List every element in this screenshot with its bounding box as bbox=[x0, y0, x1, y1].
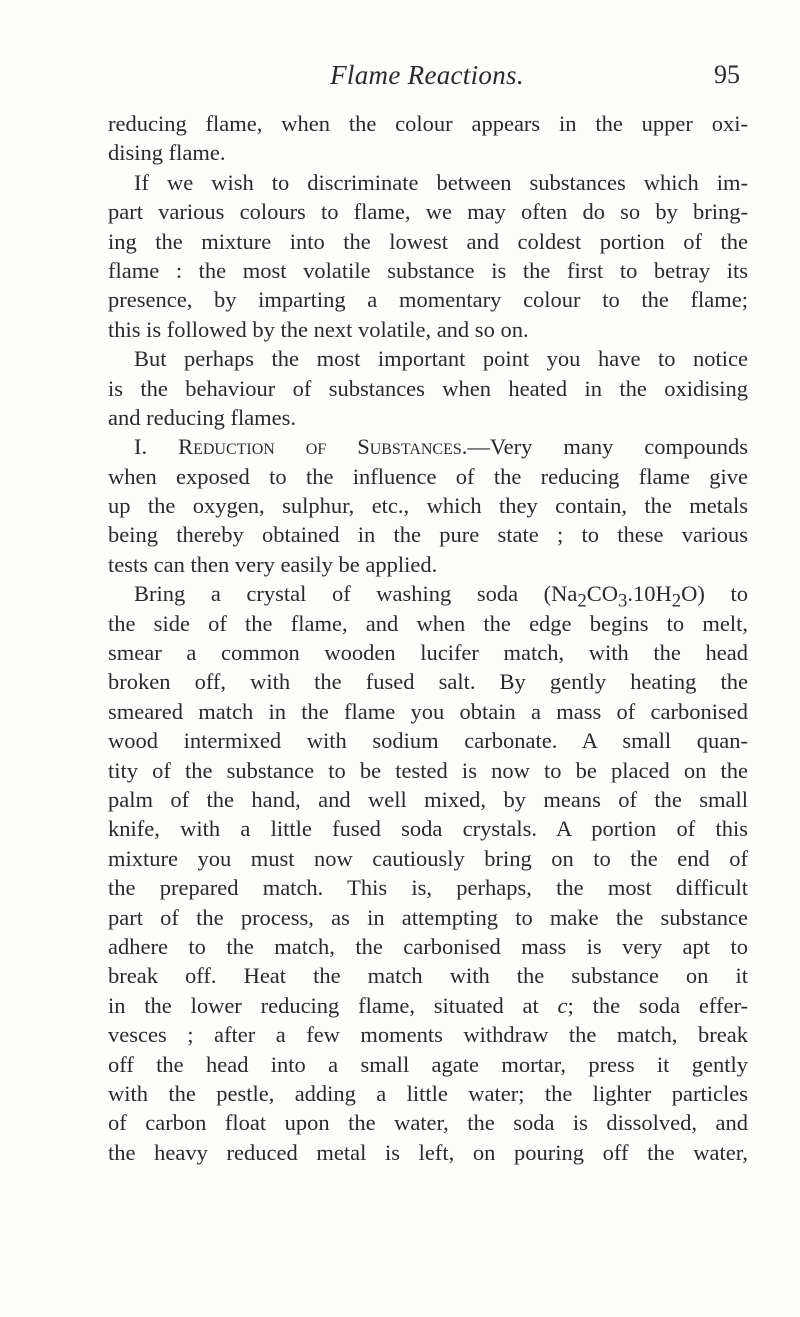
text-line: But perhaps the most important point you have to notice bbox=[134, 346, 748, 372]
text-line: vesces ; after a few moments withdraw the match, break bbox=[108, 1022, 748, 1048]
formula-line: Bring a crystal of washing soda $(Na_2CO_3.10H_2O)$ to bbox=[134, 581, 748, 612]
text-line: dising flame. bbox=[108, 140, 226, 166]
running-head bbox=[106, 60, 748, 96]
text-line: ing the mixture into the lowest and coldest portion of the bbox=[108, 228, 748, 254]
section-heading-line: I. Reduction of Substances.—Very many compounds bbox=[134, 434, 749, 460]
text-line: smeared match in the flame you obtain a mass of carbonised bbox=[108, 698, 748, 724]
text-line: is the behaviour of substances when heated in the oxidising bbox=[108, 375, 748, 401]
text-line: of carbon float upon the water, the soda is dissolved, and bbox=[108, 1110, 748, 1136]
text-line: flame : the most volatile substance is the first to betray its bbox=[108, 257, 748, 283]
text-line: reducing flame, when the colour appears in the upper oxi- bbox=[108, 111, 748, 136]
text-line: presence, by imparting a momentary colour to the flame; bbox=[108, 287, 748, 313]
text-line: the heavy reduced metal is left, on pouring off the water, bbox=[108, 1139, 748, 1165]
text-line: palm of the hand, and well mixed, by means of the small bbox=[108, 786, 748, 812]
section-number: I. bbox=[134, 434, 148, 460]
running-title: Flame Reactions. bbox=[330, 60, 524, 90]
text-line: broken off, with the fused salt. By gently heating the bbox=[108, 669, 748, 695]
text-line: part various colours to flame, we may often do so by bring- bbox=[108, 199, 748, 225]
body-text bbox=[108, 109, 748, 1167]
text-line: knife, with a little fused soda crystals. A portion of this bbox=[108, 816, 748, 842]
text-line: up the oxygen, sulphur, etc., which they contain, the metals bbox=[108, 493, 748, 519]
text-line: the prepared match. This is, perhaps, the most difficult bbox=[108, 875, 748, 901]
text-line: adhere to the match, the carbonised mass is very apt to bbox=[108, 933, 748, 959]
text-line: tests can then very easily be applied. bbox=[108, 551, 438, 577]
text-line: being thereby obtained in the pure state ; to these various bbox=[108, 522, 748, 548]
text-line: when exposed to the influence of the reducing flame give bbox=[108, 463, 748, 489]
page-number: 95 bbox=[714, 60, 740, 89]
text-line: mixture you must now cautiously bring on to the end of bbox=[108, 845, 748, 871]
text-line: If we wish to discriminate between substances which im- bbox=[134, 169, 748, 195]
text-line: off the head into a small agate mortar, press it gently bbox=[108, 1051, 748, 1077]
text-line: wood intermixed with sodium carbonate. A small quan- bbox=[108, 728, 748, 754]
text-line: part of the process, as in attempting to make the substance bbox=[108, 904, 748, 930]
text-line: and reducing flames. bbox=[108, 404, 297, 430]
text-line: with the pestle, adding a little water; the lighter particles bbox=[108, 1080, 748, 1106]
text-line: tity of the substance to be tested is now to be placed on the bbox=[108, 757, 748, 783]
text-line: smear a common wooden lucifer match, with the head bbox=[108, 640, 748, 666]
text-line: this is followed by the next volatile, and so on. bbox=[108, 316, 529, 342]
text-line: in the lower reducing flame, situated at c; the soda effer- bbox=[108, 992, 748, 1018]
text-line: break off. Heat the match with the substance on it bbox=[108, 963, 748, 989]
section-title: Reduction of Substances. bbox=[178, 434, 468, 460]
text-line: the side of the flame, and when the edge begins to melt, bbox=[108, 610, 748, 636]
